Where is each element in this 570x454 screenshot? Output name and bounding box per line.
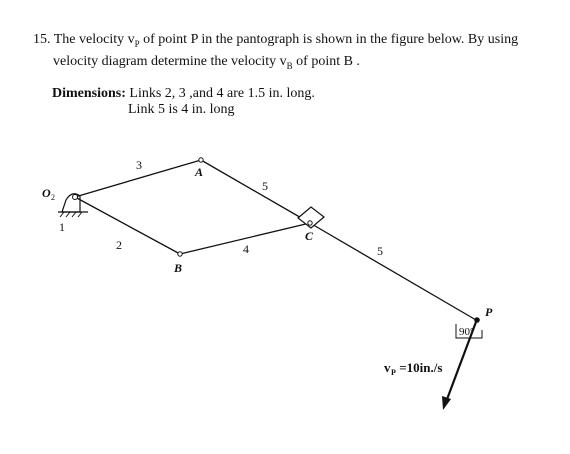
link-5-upper [201, 160, 310, 223]
velocity-label: v [384, 360, 391, 375]
problem-line-2b: of point B . [292, 53, 360, 69]
vp-subscript: P [134, 38, 140, 49]
dimensions-line-2: Link 5 is 4 in. long [128, 102, 235, 117]
label-link-5-upper: 5 [262, 179, 268, 193]
dimensions-line-1: Links 2, 3 ,and 4 are 1.5 in. long. [125, 86, 315, 101]
velocity-arrowhead [442, 396, 451, 410]
label-o2: O [42, 186, 51, 200]
link-2 [75, 197, 180, 254]
problem-line-1b: of point P in the pantograph is shown in the figure below. By using [139, 32, 519, 47]
label-link-4: 4 [243, 242, 249, 256]
joint-c [308, 221, 312, 225]
label-link-3: 3 [136, 158, 142, 172]
label-a: A [195, 165, 204, 179]
link-5-lower [310, 223, 476, 320]
problem-line-2a: velocity diagram determine the velocity v [53, 53, 287, 69]
joint-b [178, 252, 182, 256]
dimensions-label: Dimensions: [52, 86, 126, 101]
velocity-label-sub: P [391, 368, 396, 377]
label-link-2: 2 [116, 238, 122, 252]
vb-subscript: B [286, 60, 293, 71]
label-angle: 90° [459, 326, 475, 338]
joint-a [199, 158, 203, 162]
label-o2-sub: 2 [51, 193, 55, 202]
joint-o2 [73, 195, 78, 200]
label-link-5-lower: 5 [377, 244, 383, 258]
label-p: P [485, 305, 493, 319]
label-b: B [174, 261, 183, 275]
label-ground: 1 [59, 220, 65, 234]
problem-line-1a: 15. The velocity v [33, 32, 135, 47]
label-c: C [305, 229, 314, 243]
velocity-value: =10in./s [396, 360, 443, 375]
